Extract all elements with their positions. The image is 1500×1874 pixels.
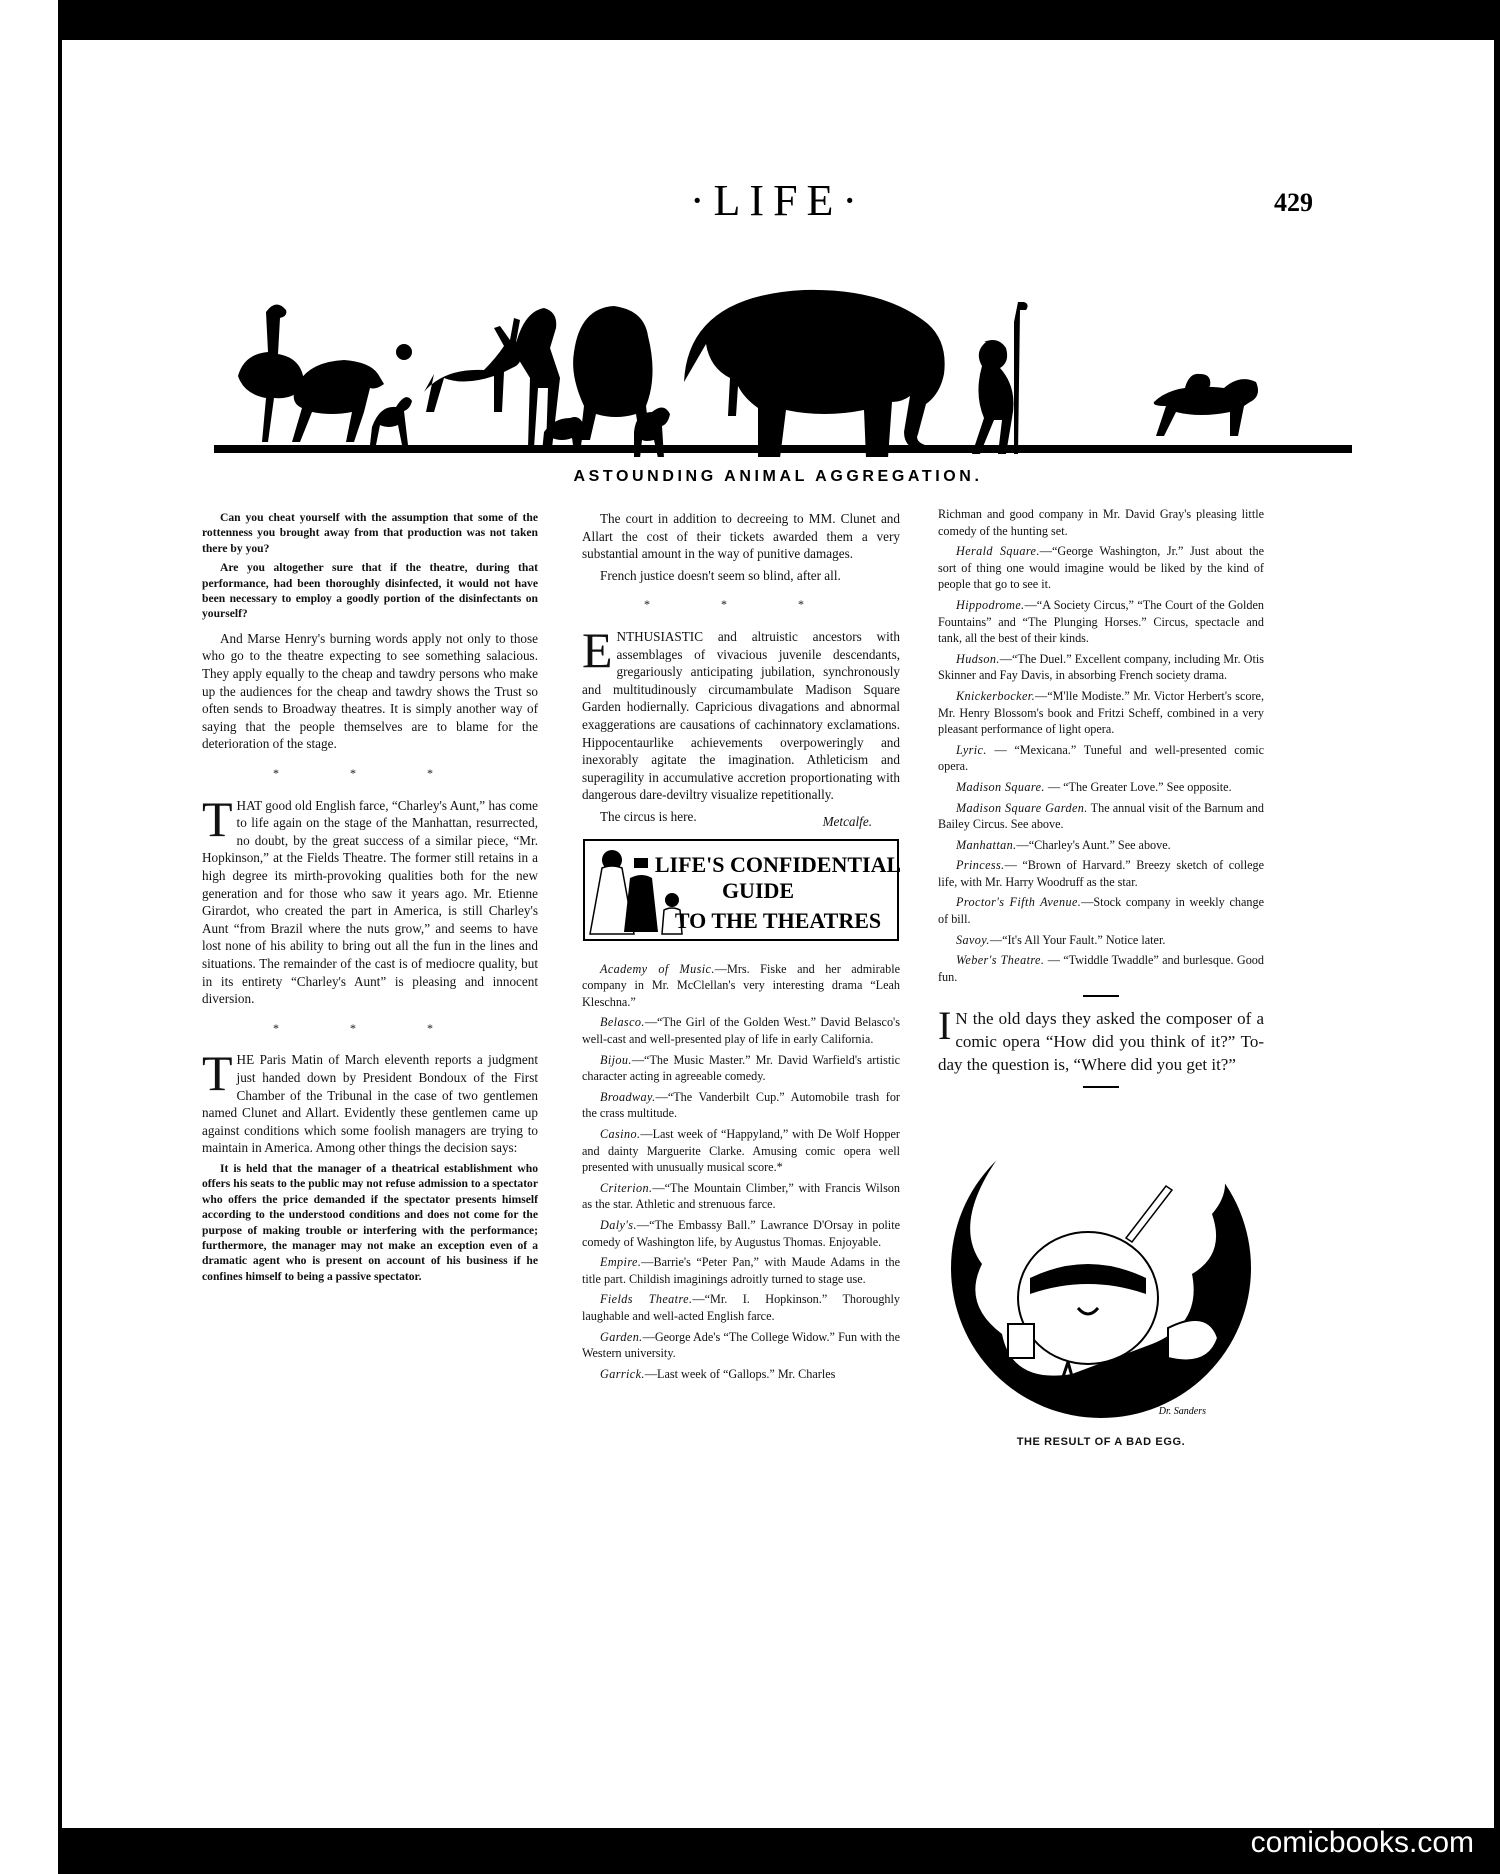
drop-cap: T (202, 790, 233, 847)
theatre-name: Madison Square. (956, 779, 1045, 794)
cartoon-caption: THE RESULT OF A BAD EGG. (1016, 1436, 1186, 1449)
column-2 (582, 510, 900, 1386)
theatre-name: Garden. (600, 1329, 643, 1344)
theatre-name: Hudson. (956, 651, 1000, 666)
theatre-description: —“Mr. I. Hopkinson.” Thoroughly laughable and well-acted English farce. (582, 1292, 900, 1323)
theatre-description: —“The Music Master.” Mr. David Warfield's artistic character acting in agreeable comedy. (582, 1052, 900, 1084)
theatre-name: Madison Square Garden. (956, 800, 1088, 815)
theatre-name: Bijou. (600, 1052, 632, 1067)
column-1 (202, 510, 538, 1288)
theatre-entry (938, 857, 1264, 890)
animal-parade-silhouette (214, 282, 1352, 457)
theatre-guide-list-continued (938, 506, 1264, 985)
theatre-description: — “The Greater Love.” See opposite. (1044, 779, 1232, 794)
theatre-entry (938, 543, 1264, 593)
paragraph (202, 790, 538, 1008)
theatre-entry (582, 1217, 900, 1250)
theatre-entry (582, 1089, 900, 1122)
theatre-entry (938, 506, 1264, 539)
theatre-description: —“The Girl of the Golden West.” David Belasco's well-cast and well-presented play of life in early California. (582, 1015, 900, 1047)
theatre-name: Herald Square. (956, 544, 1040, 559)
theatre-name: Weber's Theatre. (956, 953, 1045, 968)
paragraph-text: NTHUSIASTIC and altruistic ancestors with assemblages of vivacious juvenile descendants, gregariously anticipating jubilation, synchronously and multitudinously circumambulate Madison Square Garden hodiernally. Capricious divagations and abnormal exaggerations are causations of cachinnatory exclamations. Hippocentaurlike achievements overpoweringly and inexorably agitate the imagination. Athleticism and superagility in accumulative accretion proportionating with dangerous dare-deviltry visualize repetitionally. (582, 628, 900, 803)
theatre-name: Hippodrome. (956, 597, 1025, 612)
author-signature: Metcalfe. (822, 813, 872, 829)
paragraph: French justice doesn't seem so blind, after all. (600, 567, 841, 583)
page-number: 429 (1274, 188, 1313, 217)
paragraph: Are you altogether sure that if the theatre, during that performance, had been thoroughly disinfected, it would not have been necessary to employ a goodly portion of the disinfectants on yourself? (202, 561, 538, 621)
theatre-description: —“The Mountain Climber,” with Francis Wilson as the star. Athletic and strenuous farce. (582, 1180, 900, 1212)
paragraph: Can you cheat yourself with the assumption that some of the rottenness you brought away from that production was not taken there by you? (202, 511, 538, 555)
theatre-description: —“George Washington, Jr.” Just about the sort of thing one would imagine would be liked by the kind of people that go to see it. (938, 544, 1264, 592)
paragraph (582, 621, 900, 804)
theatre-entry (582, 1254, 900, 1287)
theatre-name: Manhattan. (956, 837, 1017, 852)
theatre-name: Casino. (600, 1127, 641, 1142)
paragraph (202, 1045, 538, 1157)
theatre-entry (582, 1180, 900, 1213)
theatre-guide-header (582, 838, 900, 942)
theatre-entry (938, 688, 1264, 738)
theatre-description: — “Mexicana.” Tuneful and well-presented comic opera. (938, 742, 1264, 774)
theatre-description: —“Charley's Aunt.” See above. (1016, 837, 1171, 852)
paragraph: The court in addition to decreeing to MM. Clunet and Allart the cost of their tickets awarded them a very substantial amount in the way of punitive damages. (582, 511, 900, 562)
theatre-description: —Mrs. Fiske and her admirable company in Mr. McClellan's very interesting drama “Leah Kleschna.” (582, 961, 900, 1009)
theatre-description: — “Brown of Harvard.” Breezy sketch of college life, with Mr. Harry Woodruff as the star. (938, 858, 1264, 889)
quoted-decision: It is held that the manager of a theatrical establishment who offers his seats to the public may not refuse admission to a spectator who offers the price demanded if the spectator presents himself according to the understood conditions and does not come for the purpose of making trouble or interfering with the performance; furthermore, the manager may not make an exception even of a dramatic agent who is present on account of his business if he confines himself to being a passive spectator. (202, 1161, 538, 1283)
magazine-page (62, 40, 1494, 1828)
theatre-description: —“A Society Circus,” “The Court of the Golden Fountains” and “The Plunging Horses.” Circus, spectacle and tank, all the best of their kinds. (938, 597, 1264, 646)
theatre-entry (582, 961, 900, 1011)
theatre-entry (582, 1126, 900, 1176)
drop-cap: I (938, 1003, 952, 1049)
theatre-description: —“The Duel.” Excellent company, including Mr. Otis Skinner and Fay Davis, in absorbing French society drama. (938, 651, 1264, 683)
column-3 (938, 506, 1264, 1452)
theatre-name: Garrick. (600, 1366, 645, 1381)
theatre-entry (938, 800, 1264, 833)
theatre-entry (938, 952, 1264, 985)
theatre-entry (938, 597, 1264, 647)
short-rule (1083, 995, 1119, 997)
theatre-entry (938, 779, 1264, 796)
theatre-name: Proctor's Fifth Avenue. (956, 895, 1082, 910)
theatre-description: — “Twiddle Twaddle” and burlesque. Good fun. (938, 953, 1264, 984)
previous-page-edge (0, 0, 62, 1874)
paragraph-text: N the old days they asked the composer of a comic opera “How did you think of it?” To-day the question is, “Where did you get it?” (938, 1009, 1264, 1075)
site-watermark: comicbooks.com (1250, 1826, 1474, 1859)
theatre-entry (582, 1014, 900, 1047)
guide-title-line-2: GUIDE (721, 878, 795, 904)
theatre-description: The annual visit of the Barnum and Bailey Circus. See above. (938, 800, 1264, 832)
theatre-name: Broadway. (600, 1089, 656, 1104)
short-rule (1083, 1086, 1119, 1088)
theatre-name: Empire. (600, 1255, 642, 1270)
theatre-entry (938, 651, 1264, 684)
guide-title-line-3: TO THE THEATRES (674, 908, 882, 934)
theatre-description: —Stock company in weekly change of bill. (938, 895, 1264, 927)
theatre-name: Fields Theatre. (600, 1292, 693, 1307)
cartoonist-signature: Dr. Sanders (1158, 1406, 1206, 1418)
theatre-entry (938, 932, 1264, 949)
masthead-title: ·LIFE· (689, 176, 867, 225)
theatre-description: —“M'lle Modiste.” Mr. Victor Herbert's score, Mr. Henry Blossom's book and Fritzi Scheff, combined in a very pleasant performance of light opera. (938, 688, 1264, 737)
theatre-name: Lyric. (956, 742, 987, 757)
theatre-name: Knickerbocker. (956, 688, 1036, 703)
theatre-name: Savoy. (956, 932, 990, 947)
theatre-entry (582, 1052, 900, 1085)
bad-egg-cartoon (938, 1098, 1264, 1428)
paragraph-text: HAT good old English farce, “Charley's Aunt,” has come to life again on the stage of the Manhattan, resurrected, no doubt, by the great success of a similar piece, “Mr. Hopkinson,” at the Fields Theatre. The former still retains in a high degree its mirth-provoking qualities both for the new generation and for those who saw it years ago. Mr. Etienne Girardot, who created the part in America, is still Charley's Aunt “from Brazil where the nuts grow,” and seems to have lost none of his ability to bring out all the fun in the lines and situations. The remainder of the cast is of mediocre quality, but in its entirety “Charley's Aunt” is pleasing and innocent diversion. (202, 797, 538, 1007)
theatre-name: Belasco. (600, 1015, 645, 1030)
section-divider: * * * (273, 1020, 467, 1035)
theatre-description: Richman and good company in Mr. David Gray's pleasing little comedy of the hunting set. (938, 507, 1264, 538)
theatre-entry (582, 1291, 900, 1324)
paragraph: And Marse Henry's burning words apply not only to those who go to the theatre expecting to see something salacious. They apply equally to the cheap and tawdry persons who make up the audiences for the cheap and tawdry shows the Trust so often sends to Broadway theatres. It is simply another way of saying that the people themselves are to blame for the deterioration of the stage. (202, 630, 538, 752)
theatre-entry (938, 837, 1264, 854)
theatre-description: —Last week of “Happyland,” with De Wolf Hopper and dainty Marguerite Clarke. Amusing comic opera well presented with unusually musical score.* (582, 1127, 900, 1175)
theatre-guide-list (582, 961, 900, 1383)
theatre-description: —Barrie's “Peter Pan,” with Maude Adams in the title part. Childish imaginings adroitly turned to stage use. (582, 1255, 900, 1286)
theatre-description: —“The Embassy Ball.” Lawrance D'Orsay in polite comedy of Washington life, by Augustus Thomas. Enjoyable. (582, 1218, 900, 1249)
theatre-entry (582, 1329, 900, 1362)
theatre-name: Academy of Music. (600, 961, 715, 976)
theatre-description: —“The Vanderbilt Cup.” Automobile trash for the crass multitude. (582, 1089, 900, 1121)
section-divider: * * * (273, 766, 467, 780)
theatre-name: Criterion. (600, 1180, 653, 1195)
theatre-entry (938, 894, 1264, 927)
quip-paragraph (938, 1003, 1264, 1076)
theatre-entry (582, 1366, 900, 1383)
section-divider: * * * (644, 597, 838, 612)
paragraph: The circus is here. (600, 808, 697, 824)
theatre-description: —“It's All Your Fault.” Notice later. (989, 932, 1166, 947)
theatre-description: —George Ade's “The College Widow.” Fun with the Western university. (582, 1329, 900, 1361)
banner-caption: ASTOUNDING ANIMAL AGGREGATION. (573, 468, 983, 485)
theatre-description: —Last week of “Gallops.” Mr. Charles (644, 1366, 836, 1381)
theatre-entry (938, 742, 1264, 775)
drop-cap: T (202, 1045, 233, 1102)
theatre-name: Daly's. (600, 1218, 637, 1232)
guide-title-line-1: LIFE'S CONFIDENTIAL (654, 852, 900, 878)
paragraph-text: HE Paris Matin of March eleventh reports a judgment just handed down by President Bondoux of the First Chamber of the Tribunal in the case of two gentlemen named Clunet and Allart. Evidently these gentlemen came up against conditions which some foolish managers are trying to maintain in America. Among other things the decision says: (202, 1052, 538, 1156)
drop-cap: E (582, 621, 613, 678)
theatre-name: Princess. (956, 858, 1005, 873)
